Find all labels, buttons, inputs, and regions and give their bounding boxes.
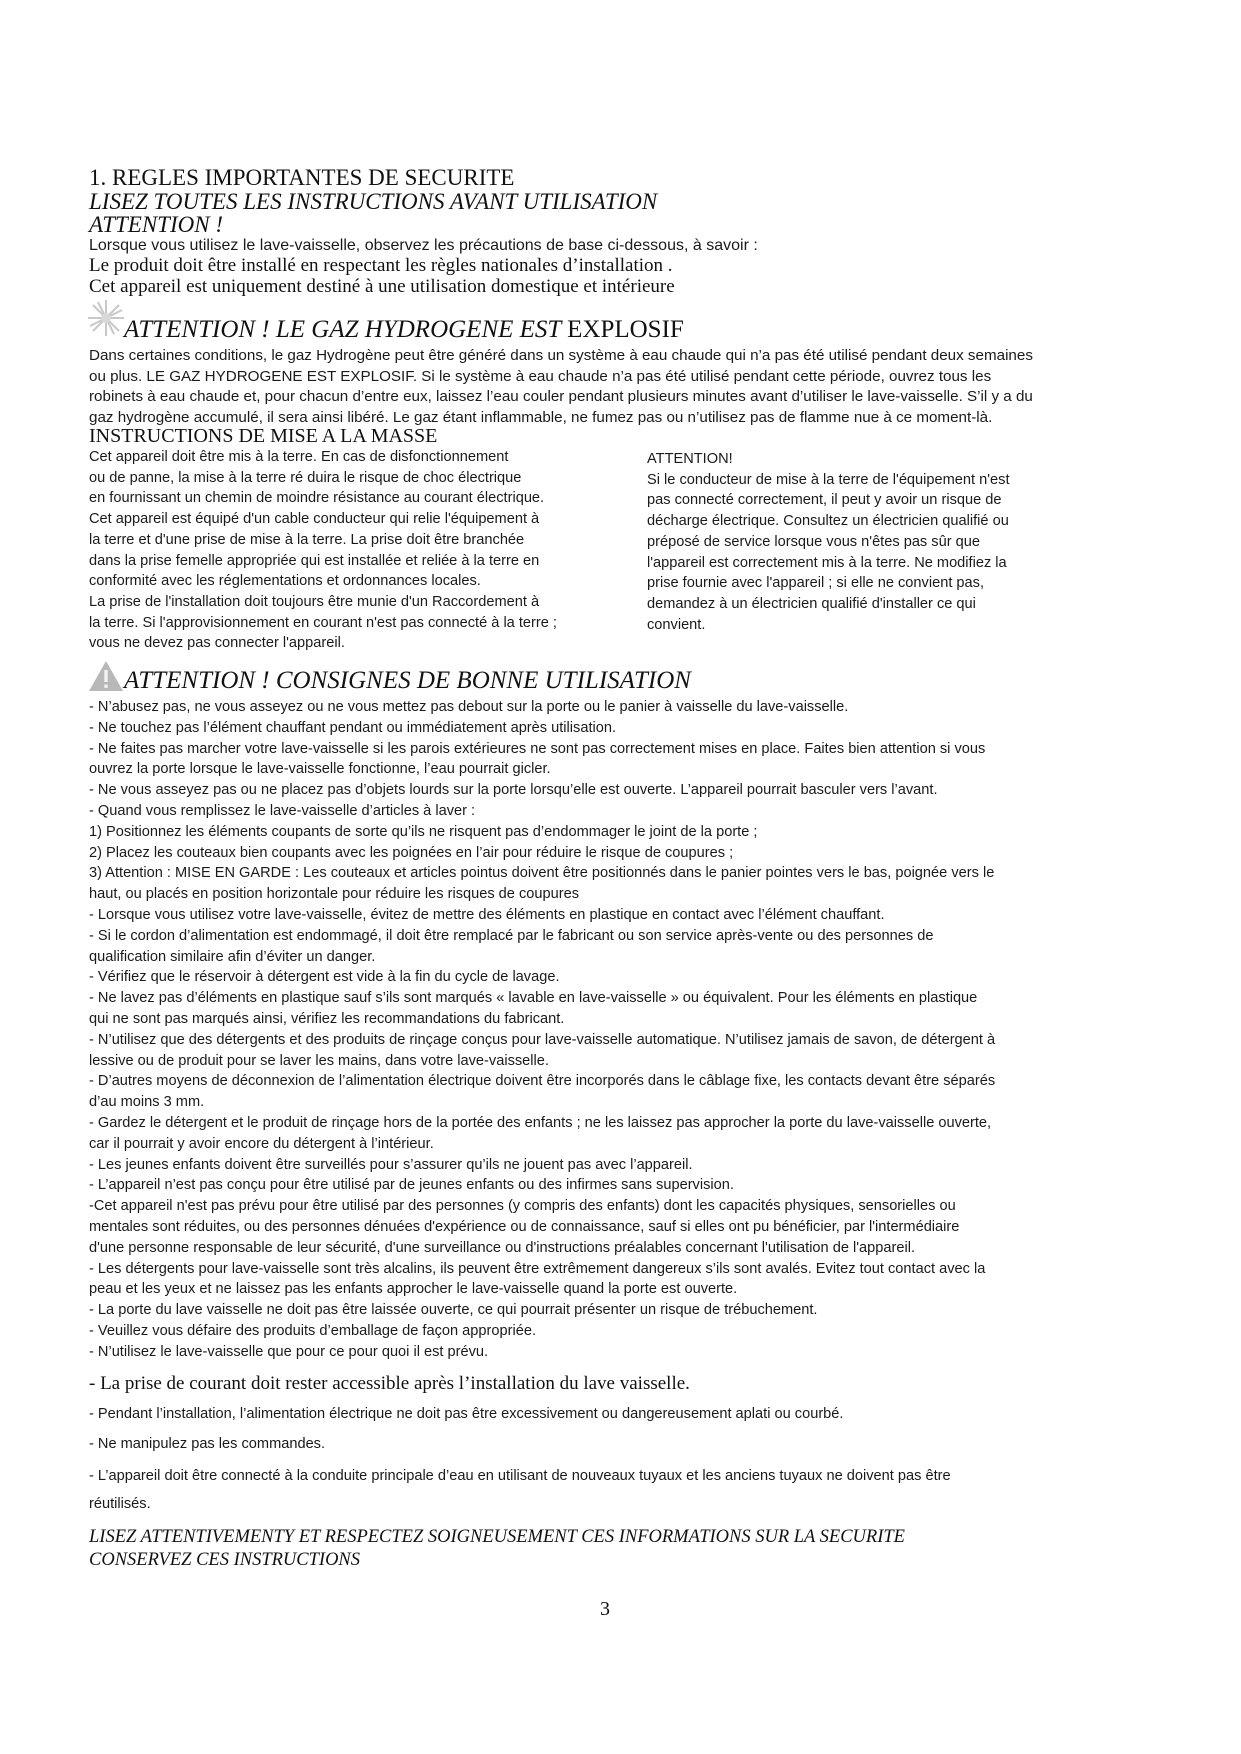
page-number: 3 [600, 1598, 610, 1620]
usage-line: - Lorsque vous utilisez votre lave-vaisselle, évitez de mettre des éléments en plastique en contact avec l’élément chauffant. [89, 906, 885, 923]
grounding-line: dans la prise femelle appropriée qui est installée et reliée à la terre en [89, 552, 540, 569]
hydrogen-paragraph [89, 346, 1033, 428]
usage-line: - N’abusez pas, ne vous asseyez ou ne vous mettez pas debout sur la porte ou le panier à vaisselle du lave-vaisselle. [89, 699, 849, 715]
usage-line: - Les jeunes enfants doivent être surveillés pour s’assurer qu’ils ne jouent pas avec l’appareil. [89, 1156, 693, 1173]
usage-line: - Ne touchez pas l’élément chauffant pendant ou immédiatement après utilisation. [89, 719, 617, 736]
usage-heading: ATTENTION ! CONSIGNES DE BONNE UTILISATION [124, 667, 691, 694]
usage-line: - Ne lavez pas d’éléments en plastique sauf s’ils sont marqués « lavable en lave-vaisselle » ou équivalent. Pour les éléments en plastique [89, 990, 978, 1007]
grounding-warning-line: pas connecté correctement, il peut y avoir un risque de [647, 492, 1002, 509]
hydrogen-line: robinets à eau chaude et, pour chacun d’entre eux, laissez l’eau couler pendant plusieurs minutes avant d’utiliser le lave-vaisselle. S’il y a du [89, 388, 1033, 406]
footer-keep-instructions: CONSERVEZ CES INSTRUCTIONS [89, 1550, 361, 1570]
usage-line: - Les détergents pour lave-vaisselle sont très alcalins, ils peuvent être extrêmement dangereux s’ils sont avalés. Evitez tout contact avec la [89, 1260, 986, 1277]
hydrogen-line: gaz hydrogène accumulé, il sera ainsi libéré. Le gaz étant inflammable, ne fumez pas ou n’utilisez pas de flamme nue à ce moment-là. [89, 408, 993, 426]
usage-list [89, 697, 995, 1363]
grounding-line: la terre et d'une prise de mise à la terre. La prise doit être branchée [89, 531, 525, 548]
usage-spaced-line: réutilisés. [89, 1496, 151, 1512]
usage-line: haut, ou placés en position horizontale pour réduire les risques de coupures [89, 886, 580, 903]
page-heading: 1. REGLES IMPORTANTES DE SECURITE [89, 165, 515, 190]
grounding-warning-line: l'appareil est correctement mis à la terre. Ne modifiez la [647, 554, 1007, 571]
grounding-warning-line: préposé de service lorsque vous n'êtes pas sûr que [647, 533, 980, 550]
grounding-line: la terre. Si l'approvisionnement en courant n'est pas connecté à la terre ; [89, 614, 557, 631]
footer-read-carefully: LISEZ ATTENTIVEMENTY ET RESPECTEZ SOIGNEUSEMENT CES INFORMATIONS SUR LA SECURITE [89, 1527, 905, 1547]
usage-line: - N’utilisez le lave-vaisselle que pour ce pour quoi il est prévu. [89, 1343, 489, 1360]
usage-line: - Si le cordon d’alimentation est endommagé, il doit être remplacé par le fabricant ou son service après-vente ou des personnes de [89, 927, 934, 944]
domestic-use-rule: Cet appareil est uniquement destiné à une utilisation domestique et intérieure [89, 276, 675, 297]
grounding-line: Cet appareil est équipé d'un cable conducteur qui relie l'équipement à [89, 511, 540, 528]
grounding-warning-line: Si le conducteur de mise à la terre de l'équipement n'est [647, 471, 1010, 488]
usage-line: - L’appareil n’est pas conçu pour être utilisé par de jeunes enfants ou des infirmes sans supervision. [89, 1177, 734, 1194]
usage-spaced-line: - Ne manipulez pas les commandes. [89, 1436, 326, 1452]
usage-line: - La porte du lave vaisselle ne doit pas être laissée ouverte, ce qui pourrait présenter un risque de trébuchement. [89, 1302, 818, 1319]
usage-line: qualification similaire afin d’éviter un danger. [89, 948, 376, 965]
usage-line: - Ne faites pas marcher votre lave-vaisselle si les parois extérieures ne sont pas correctement mises en place. Faites bien attention si vous [89, 740, 986, 757]
usage-spaced-line: - L’appareil doit être connecté à la conduite principale d’eau en utilisant de nouveaux tuyaux et les anciens tuyaux ne doivent pas être [89, 1468, 951, 1484]
grounding-warning-line: demandez à un électricien qualifié d'installer ce qui [647, 595, 976, 612]
usage-line: ouvrez la porte lorsque le lave-vaisselle fonctionne, l’eau pourrait gicler. [89, 761, 551, 778]
usage-line: - Quand vous remplissez le lave-vaisselle d’articles à laver : [89, 802, 476, 819]
grounding-line: ou de panne, la mise à la terre ré duira le risque de choc électrique [89, 469, 522, 486]
hydrogen-line: ou plus. LE GAZ HYDROGENE EST EXPLOSIF. Si le système à eau chaude n’a pas été utilisé pendant cette période, ouvrez tous les [89, 367, 992, 385]
usage-line: - D’autres moyens de déconnexion de l’alimentation électrique doivent être incorporés dans le câblage fixe, les contacts devant être séparés [89, 1073, 996, 1090]
usage-line: d’au moins 3 mm. [89, 1094, 205, 1111]
usage-line: mentales sont réduites, ou des personnes dénuées d'expérience ou de connaissance, sauf si elles ont pu bénéficier, par l'intermédiaire [89, 1218, 960, 1235]
hydrogen-line: Dans certaines conditions, le gaz Hydrogène peut être généré dans un système à eau chaude qui n’a pas été utilisé pendant deux semaines [89, 347, 1033, 364]
usage-line: 1) Positionnez les éléments coupants de sorte qu’ils ne risquent pas d’endommager le joint de la porte ; [89, 823, 758, 840]
usage-line: - Ne vous asseyez pas ou ne placez pas d’objets lourds sur la porte lorsqu’elle est ouverte. L’appareil pourrait basculer vers l’avant. [89, 782, 938, 799]
explosion-burst-icon [86, 298, 126, 338]
usage-line: qui ne sont pas marqués ainsi, vérifiez les recommandations du fabricant. [89, 1010, 565, 1027]
grounding-warning-line: convient. [647, 616, 706, 633]
grounding-right-column [647, 449, 1010, 635]
intro-text: Lorsque vous utilisez le lave-vaisselle, observez les précautions de base ci-dessous, à savoir : [89, 237, 758, 254]
grounding-line: La prise de l'installation doit toujours être munie d'un Raccordement à [89, 593, 540, 610]
attention-label: ATTENTION ! [89, 212, 223, 237]
usage-line: - Veuillez vous défaire des produits d’emballage de façon appropriée. [89, 1322, 537, 1339]
grounding-left-column [89, 447, 557, 654]
outlet-accessible-line: - La prise de courant doit rester accessible après l’installation du lave vaisselle. [89, 1373, 690, 1394]
grounding-line: conformité avec les réglementations et ordonnances locales. [89, 573, 481, 590]
hydrogen-heading [124, 316, 684, 344]
usage-line: car il pourrait y avoir encore du détergent à l’intérieur. [89, 1135, 434, 1152]
usage-line: 3) Attention : MISE EN GARDE : Les couteaux et articles pointus doivent être positionnés dans le panier pointes vers le bas, poignée vers le [89, 865, 995, 882]
usage-line: - Gardez le détergent et le produit de rinçage hors de la portée des enfants ; ne les laissez pas approcher la porte du lave-vaisselle ouverte, [89, 1114, 992, 1131]
grounding-line: vous ne devez pas connecter l'appareil. [89, 635, 345, 652]
warning-triangle-icon [88, 660, 124, 692]
usage-line: - Vérifiez que le réservoir à détergent est vide à la fin du cycle de lavage. [89, 969, 560, 986]
usage-spaced-line: - Pendant l’installation, l’alimentation électrique ne doit pas être excessivement ou dangereusement aplati ou courbé. [89, 1406, 844, 1422]
grounding-warning-title: ATTENTION! [647, 451, 733, 467]
grounding-line: en fournissant un chemin de moindre résistance au courant électrique. [89, 490, 545, 507]
usage-line: 2) Placez les couteaux bien coupants avec les poignées en l’air pour réduire le risque de coupures ; [89, 844, 734, 861]
grounding-line: Cet appareil doit être mis à la terre. En cas de disfonctionnement [89, 449, 509, 465]
usage-line: - N’utilisez que des détergents et des produits de rinçage conçus pour lave-vaisselle automatique. N’utilisez jamais de savon, de détergent à [89, 1031, 996, 1048]
install-rule: Le produit doit être installé en respectant les règles nationales d’installation . [89, 255, 673, 276]
page-subheading: LISEZ TOUTES LES INSTRUCTIONS AVANT UTILISATION [89, 189, 658, 214]
usage-line: -Cet appareil n'est pas prévu pour être utilisé par des personnes (y compris des enfants) dont les capacités physiques, sensorielles ou [89, 1198, 956, 1215]
grounding-warning-line: prise fournie avec l'appareil ; si elle ne convient pas, [647, 575, 985, 592]
usage-line: lessive ou de produit pour se laver les mains, dans votre lave-vaisselle. [89, 1052, 549, 1069]
usage-line: d'une personne responsable de leur sécurité, d'une surveillance ou d'instructions préalables concernant l'utilisation de l'appareil. [89, 1239, 916, 1256]
hydrogen-heading-plain: EXPLOSIF [567, 316, 684, 343]
grounding-warning-line: décharge électrique. Consultez un électricien qualifié ou [647, 513, 1009, 530]
hydrogen-heading-italic: ATTENTION ! LE GAZ HYDROGENE EST [124, 316, 561, 343]
usage-line: peau et les yeux et ne laissez pas les enfants approcher le lave-vaisselle quand la porte est ouverte. [89, 1281, 738, 1298]
grounding-heading: INSTRUCTIONS DE MISE A LA MASSE [89, 425, 438, 447]
